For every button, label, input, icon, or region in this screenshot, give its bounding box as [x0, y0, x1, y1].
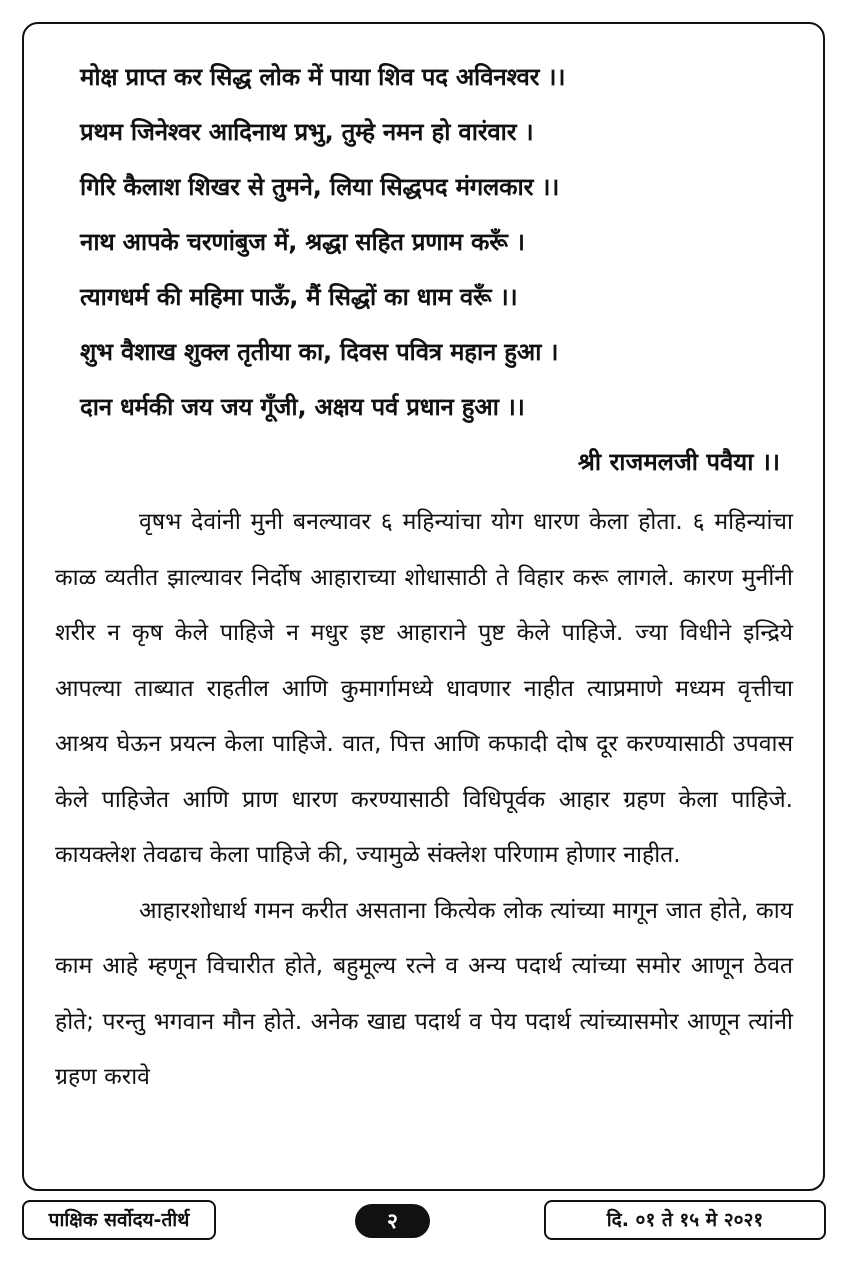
poem-author: श्री राजमलजी पवैया ।। [577, 448, 780, 476]
body-text [55, 495, 793, 1106]
poem-line: नाथ आपके चरणांबुज में, श्रद्धा सहित प्रणाम करूँ । [80, 228, 525, 256]
poem-line: दान धर्मकी जय जय गूँजी, अक्षय पर्व प्रधान हुआ ।। [80, 393, 525, 421]
poem-line: प्रथम जिनेश्वर आदिनाथ प्रभु, तुम्हे नमन हो वारंवार । [80, 118, 534, 146]
issue-date: दि. ०१ ते १५ मे २०२१ [544, 1200, 826, 1240]
paragraph: वृषभ देवांनी मुनी बनल्यावर ६ महिन्यांचा योग धारण केला होता. ६ महिन्यांचा काळ व्यतीत झाल्यावर निर्दोष आहाराच्या शोधासाठी ते विहार करू लागले. कारण मुनींनी शरीर न कृष केले पाहिजे न मधुर इष्ट आहाराने पुष्ट केले पाहिजे. ज्या विधीने इन्द्रिये आपल्या ताब्यात राहतील आणि कुमार्गामध्ये धावणार नाहीत त्याप्रमाणे मध्यम वृत्तीचा आश्रय घेऊन प्रयत्न केला पाहिजे. वात, पित्त आणि कफादी दोष दूर करण्यासाठी उपवास केले पाहिजेत आणि प्राण धारण करण्यासाठी विधिपूर्वक आहार ग्रहण केला पाहिजे. कायक्लेश तेवढाच केला पाहिजे की, ज्यामुळे संक्लेश परिणाम होणार नाहीत. [55, 509, 793, 868]
poem-line: शुभ वैशाख शुक्ल तृतीया का, दिवस पवित्र महान हुआ । [80, 338, 559, 366]
poem-line: त्यागधर्म की महिमा पाऊँ, मैं सिद्धों का धाम वरूँ ।। [80, 283, 518, 311]
page-number: २ [355, 1204, 430, 1238]
poem-line: मोक्ष प्राप्त कर सिद्ध लोक में पाया शिव पद अविनश्वर ।। [80, 63, 566, 91]
page-footer [0, 1200, 850, 1242]
paragraph: आहारशोधार्थ गमन करीत असताना कित्येक लोक त्यांच्या मागून जात होते, काय काम आहे म्हणून विचारीत होते, बहुमूल्य रत्ने व अन्य पदार्थ त्यांच्या समोर आणून ठेवत होते; परन्तु भगवान मौन होते. अनेक खाद्य पदार्थ व पेय पदार्थ त्यांच्यासमोर आणून त्यांनी ग्रहण करावे [55, 897, 793, 1090]
poem [80, 50, 780, 490]
publication-name: पाक्षिक सर्वोदय-तीर्थ [22, 1200, 216, 1240]
poem-line: गिरि कैलाश शिखर से तुमने, लिया सिद्धपद मंगलकार ।। [80, 173, 560, 201]
